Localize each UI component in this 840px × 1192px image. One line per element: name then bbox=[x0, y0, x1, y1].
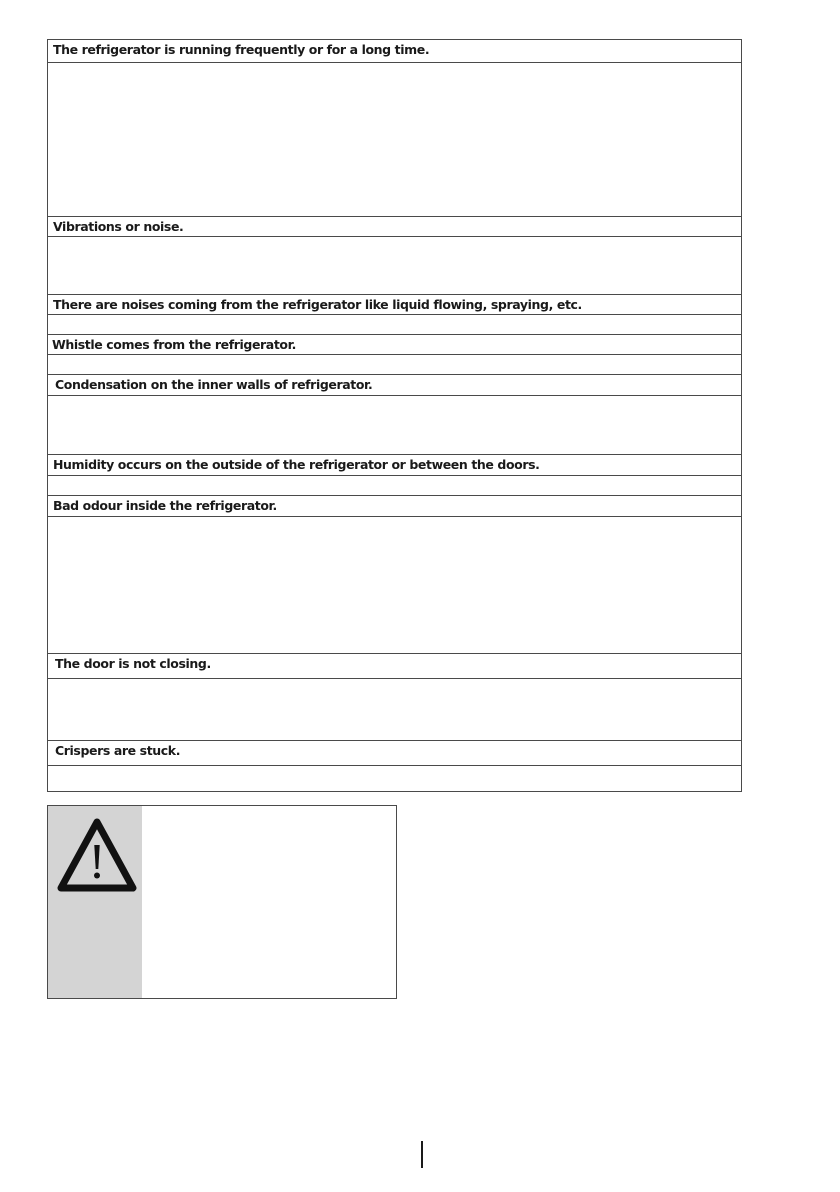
table-row-content bbox=[48, 237, 741, 295]
heading-text: Whistle comes from the refrigerator. bbox=[52, 337, 296, 352]
heading-text: Bad odour inside the refrigerator. bbox=[53, 498, 277, 513]
troubleshooting-table bbox=[47, 39, 742, 792]
table-row-content bbox=[48, 766, 741, 791]
warning-box bbox=[47, 805, 397, 999]
table-row-heading bbox=[48, 335, 741, 355]
heading-text: Humidity occurs on the outside of the refrigerator or between the doors. bbox=[53, 457, 540, 472]
heading-text: Crispers are stuck. bbox=[55, 743, 181, 758]
table-row-content bbox=[48, 517, 741, 654]
table-row-content bbox=[48, 355, 741, 375]
table-row-content bbox=[48, 315, 741, 335]
table-row-content bbox=[48, 679, 741, 741]
heading-text: There are noises coming from the refrigerator like liquid flowing, spraying, etc. bbox=[53, 297, 582, 312]
heading-text: Condensation on the inner walls of refrigerator. bbox=[55, 377, 373, 392]
table-row-heading bbox=[48, 654, 741, 679]
table-row-heading bbox=[48, 40, 741, 63]
heading-text: The refrigerator is running frequently or for a long time. bbox=[53, 42, 430, 57]
table-row-heading bbox=[48, 217, 741, 237]
page-number-divider bbox=[421, 1141, 423, 1168]
table-row-heading bbox=[48, 741, 741, 766]
table-row-heading bbox=[48, 375, 741, 396]
table-row-heading bbox=[48, 496, 741, 517]
table-row-heading bbox=[48, 455, 741, 476]
table-row-content bbox=[48, 476, 741, 496]
table-row-content bbox=[48, 396, 741, 455]
warning-triangle-icon bbox=[57, 818, 137, 894]
heading-text: Vibrations or noise. bbox=[53, 219, 184, 234]
heading-text: The door is not closing. bbox=[55, 656, 211, 671]
table-row-heading bbox=[48, 295, 741, 315]
table-row-content bbox=[48, 63, 741, 217]
warning-icon-panel bbox=[48, 806, 142, 998]
